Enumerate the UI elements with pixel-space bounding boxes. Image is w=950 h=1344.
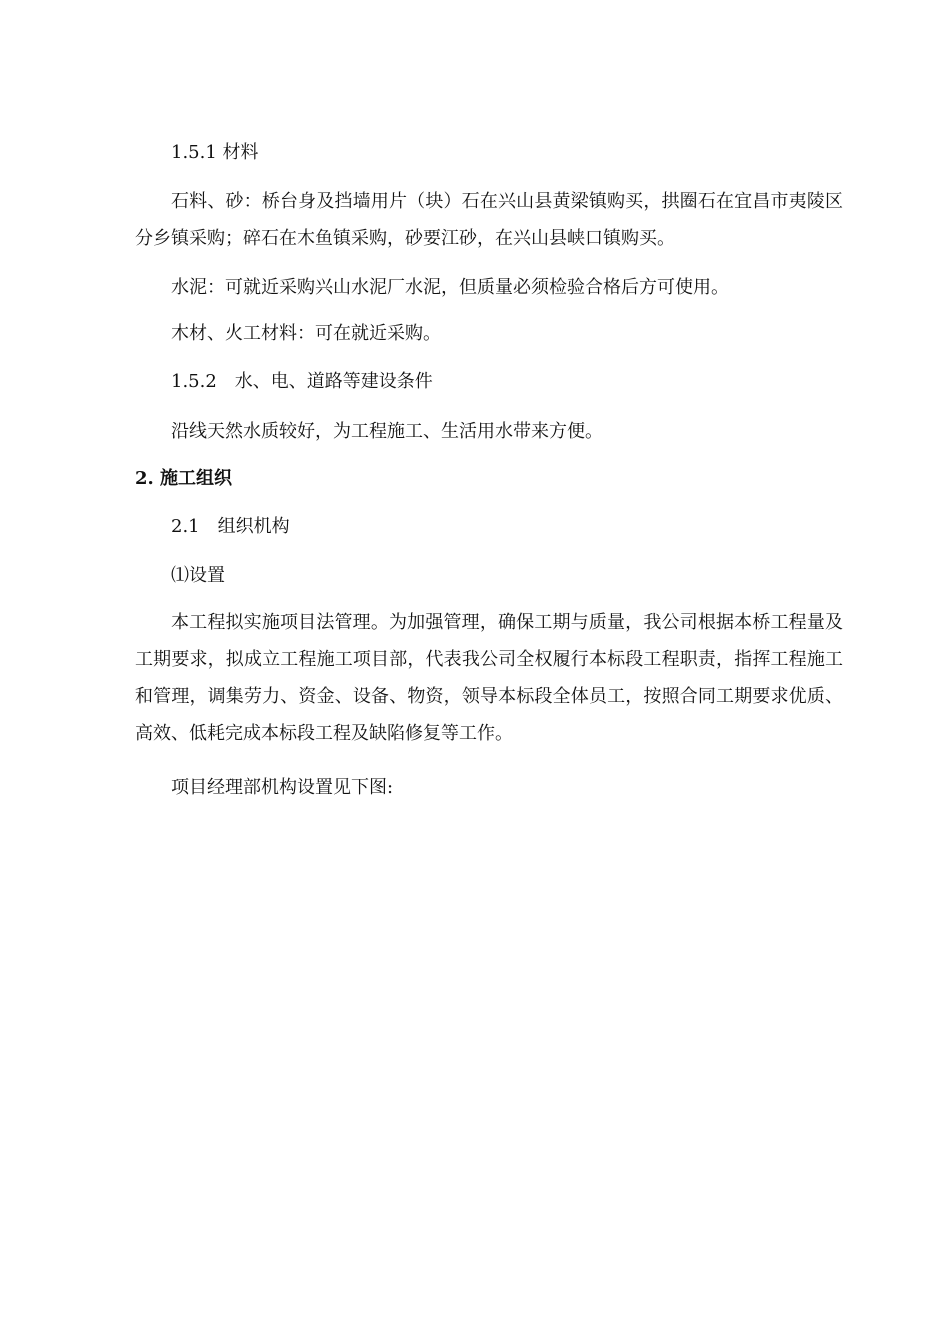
section-1-5-2-title: 1.5.2 水、电、道路等建设条件 xyxy=(171,371,433,392)
paragraph-stone-sand: 石料、砂：桥台身及挡墙用片（块）石在兴山县黄梁镇购买，拱圈石在宜昌市夷陵区分乡镇采购；碎石在木鱼镇采购，砂要江砂，在兴山县峡口镇购买。 xyxy=(135,191,843,249)
section-2-heading: 2. 施工组织 xyxy=(135,468,233,489)
paragraph-wood: 木材、火工材料：可在就近采购。 xyxy=(171,323,441,344)
section-1-5-1-title: 1.5.1 材料 xyxy=(171,142,259,163)
figure-note: 项目经理部机构设置见下图: xyxy=(171,777,394,798)
section-2-1-title: 2.1 组织机构 xyxy=(171,516,290,537)
paragraph-water: 沿线天然水质较好，为工程施工、生活用水带来方便。 xyxy=(171,421,603,442)
subsection-setup-title: ⑴设置 xyxy=(171,565,225,586)
paragraph-organization-body: 本工程拟实施项目法管理。为加强管理，确保工期与质量，我公司根据本桥工程量及工期要求，拟成立工程施工项目部，代表我公司全权履行本标段工程职责，指挥工程施工和管理，调集劳力、资金、设备、物资，领导本标段全体员工，按照合同工期要求优质、高效、低耗完成本标段工程及缺陷修复等工作。 xyxy=(135,612,843,744)
paragraph-cement: 水泥：可就近采购兴山水泥厂水泥，但质量必须检验合格后方可使用。 xyxy=(171,277,729,298)
